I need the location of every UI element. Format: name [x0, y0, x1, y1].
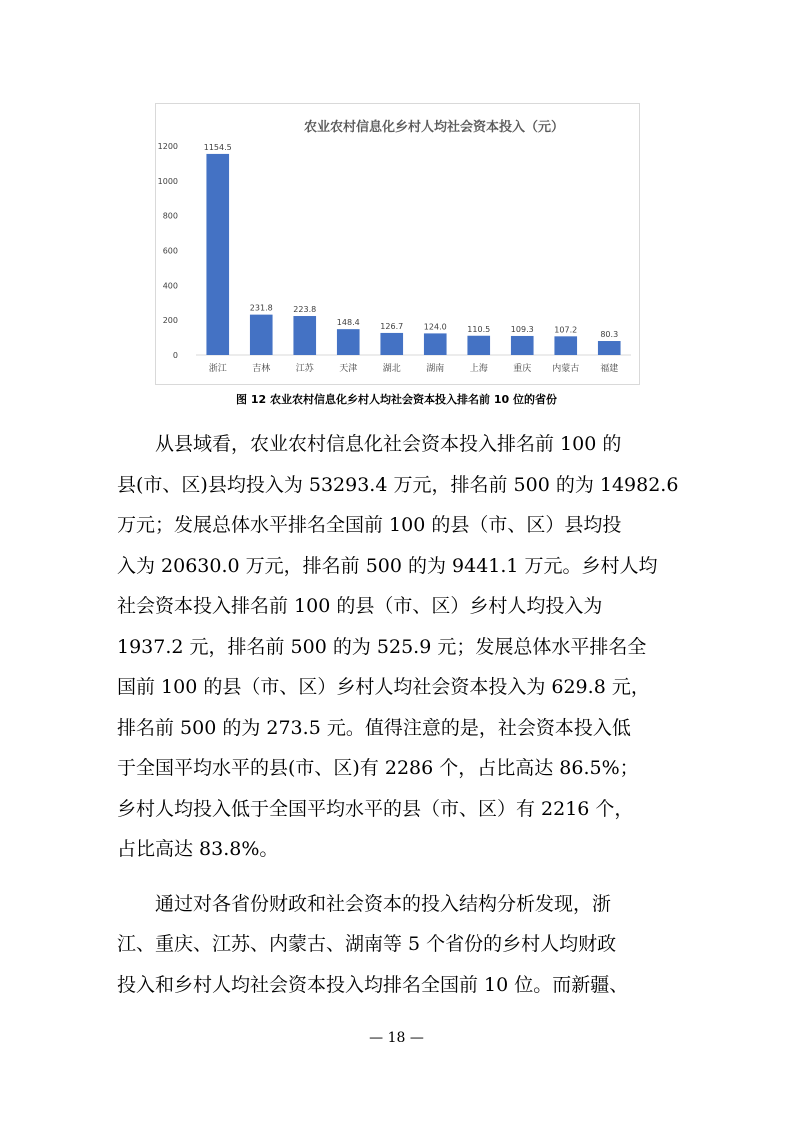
data-label: 124.0: [423, 322, 447, 332]
chart-svg: [156, 104, 639, 384]
text-line: 万元；发展总体水平排名全国前 100 的县（市、区）县均投: [117, 514, 622, 536]
data-label: 231.8: [249, 303, 273, 313]
text-line: 县(市、区)县均投入为 53293.4 万元，排名前 500 的为 14982.6: [117, 473, 679, 496]
text-line: 入为 20630.0 万元，排名前 500 的为 9441.1 万元。乡村人均: [117, 554, 658, 577]
category-label: 江苏: [295, 364, 314, 374]
bar: [424, 333, 447, 355]
category-label: 重庆: [513, 364, 532, 374]
text-line: 江、重庆、江苏、内蒙古、湖南等 5 个省份的乡村人均财政: [117, 933, 617, 955]
bar: [380, 333, 403, 355]
text-line: 于全国平均水平的县(市、区)有 2286 个，占比高达 86.5%；: [117, 757, 639, 779]
data-label: 107.2: [554, 325, 578, 335]
text-line: 1937.2 元，排名前 500 的为 525.9 元；发展总体水平排名全: [117, 635, 647, 658]
category-label: 湖南: [426, 364, 445, 374]
bar-chart: [155, 103, 640, 385]
data-label: 110.5: [467, 324, 491, 334]
y-tick-label: 0: [172, 351, 178, 360]
text-line: 投入和乡村人均社会资本投入均排名全国前 10 位。而新疆、: [117, 973, 629, 996]
data-label: 109.3: [510, 324, 534, 334]
body-text: [117, 424, 677, 1005]
data-label: 80.3: [600, 330, 619, 340]
page-number: — 18 —: [369, 1030, 424, 1046]
text-line: 从县域看，农业农村信息化社会资本投入排名前 100 的: [155, 433, 622, 455]
chart-title: 农业农村信息化乡村人均社会资本投入（元）: [303, 120, 565, 135]
text-line: 国前 100 的县（市、区）乡村人均社会资本投入为 629.8 元，: [117, 676, 650, 698]
category-label: 内蒙古: [552, 364, 580, 374]
category-label: 上海: [469, 364, 488, 374]
bar: [598, 341, 621, 355]
data-label: 148.4: [336, 318, 360, 328]
y-tick-label: 600: [162, 246, 178, 256]
y-tick-label: 1200: [157, 142, 178, 151]
bar: [337, 329, 360, 355]
text-line: 通过对各省份财政和社会资本的投入结构分析发现，浙: [155, 892, 612, 915]
y-tick-label: 1000: [157, 176, 178, 186]
data-label: 126.7: [380, 321, 404, 331]
bar: [293, 316, 316, 355]
text-line: 社会资本投入排名前 100 的县（市、区）乡村人均投入为: [117, 595, 603, 617]
y-tick-label: 400: [162, 281, 178, 291]
category-label: 吉林: [252, 364, 271, 374]
category-label: 天津: [339, 364, 358, 374]
data-label: 223.8: [293, 305, 317, 315]
category-label: 湖北: [382, 364, 401, 374]
bar: [250, 315, 273, 355]
bar: [554, 336, 577, 355]
text-line: 排名前 500 的为 273.5 元。值得注意的是，社会资本投入低: [117, 716, 631, 739]
data-label: 1154.5: [203, 142, 232, 152]
y-tick-label: 800: [162, 211, 178, 221]
text-line: 占比高达 83.8%。: [117, 838, 279, 860]
category-label: 福建: [600, 364, 619, 374]
text-line: 乡村人均投入低于全国平均水平的县（市、区）有 2216 个，: [117, 797, 634, 820]
figure-caption: 图 12 农业农村信息化乡村人均社会资本投入排名前 10 位的省份: [236, 393, 557, 406]
bar: [467, 336, 490, 355]
paragraph-2: [117, 884, 677, 1006]
bar: [206, 154, 229, 355]
bar: [511, 336, 534, 355]
paragraph-1: [117, 424, 677, 870]
y-tick-label: 200: [162, 316, 178, 326]
category-label: 浙江: [208, 364, 227, 374]
